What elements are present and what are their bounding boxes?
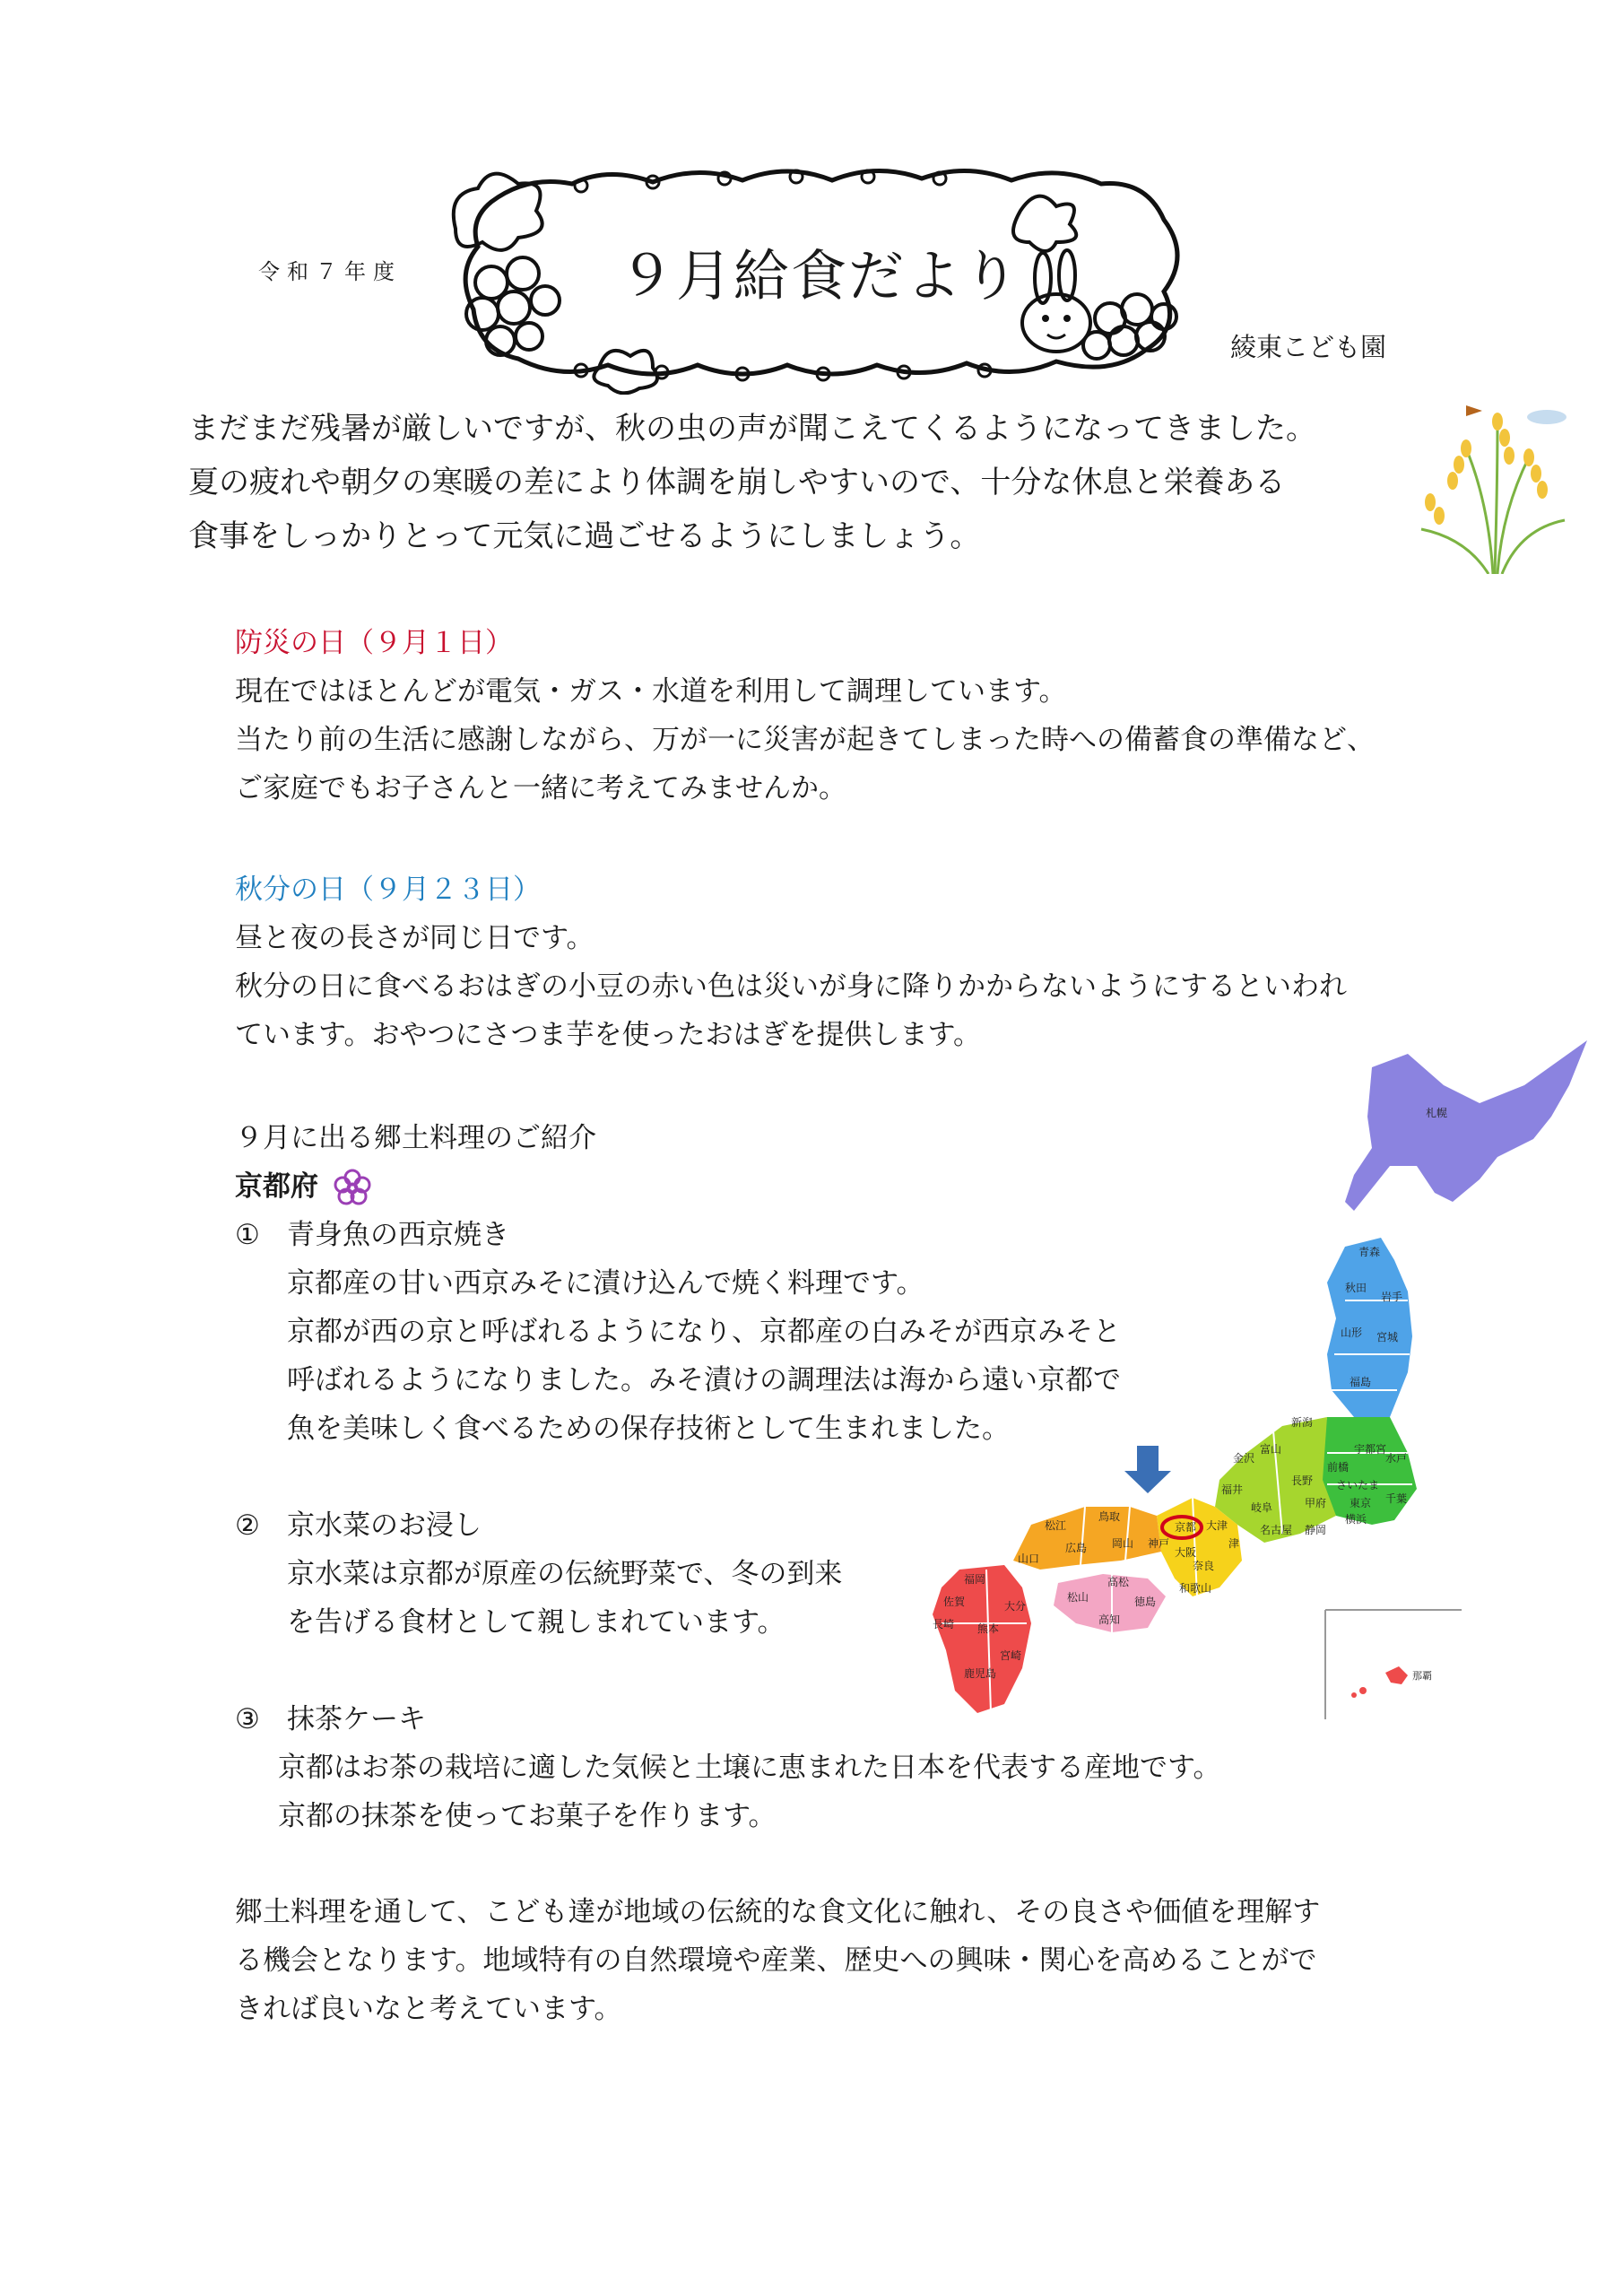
section-line: ています。おやつにさつま芋を使ったおはぎを提供します。	[235, 1019, 982, 1051]
rice-plant-illustration	[1412, 395, 1569, 574]
label-niigata: 新潟	[1291, 1416, 1314, 1429]
label-tochigi: 宇都宮	[1354, 1443, 1387, 1456]
label-akita: 秋田	[1345, 1282, 1367, 1294]
closing-line: 郷土料理を通して、こども達が地域の伝統的な食文化に触れ、その良さや価値を理解す	[235, 1896, 1321, 1928]
label-yamagata: 山形	[1341, 1326, 1363, 1339]
dish-desc: 呼ばれるようになりました。みそ漬けの調理法は海から遠い京都で	[287, 1364, 1121, 1396]
dish-desc: 京水菜は京都が原産の伝統野菜で、冬の到来	[287, 1558, 843, 1590]
intro-line: 夏の疲れや朝夕の寒暖の差により体調を崩しやすいので、十分な休息と栄養ある	[188, 465, 1286, 500]
label-mie: 津	[1228, 1537, 1240, 1550]
label-nara: 奈良	[1193, 1560, 1215, 1572]
intro-line: 食事をしっかりとって元気に過ごせるようにしましょう。	[188, 518, 981, 554]
label-kyoto: 京都	[1175, 1521, 1197, 1534]
dish-number: ①	[235, 1219, 260, 1251]
region-kyushu	[933, 1565, 1031, 1713]
japan-map	[906, 1031, 1605, 1731]
dish-number: ③	[235, 1703, 260, 1735]
intro-paragraph	[188, 402, 1316, 563]
label-kochi: 高知	[1098, 1613, 1121, 1626]
autumn-equinox-section	[235, 865, 1347, 1059]
okinawa-inset	[1323, 1605, 1471, 1722]
label-saitama: さいたま	[1336, 1479, 1380, 1492]
label-chiba: 千葉	[1385, 1492, 1408, 1505]
label-kagawa: 高松	[1107, 1576, 1130, 1588]
label-ibaraki: 水戸	[1385, 1452, 1408, 1465]
school-name: 綾東こども園	[1230, 332, 1387, 362]
label-wakayama: 和歌山	[1179, 1582, 1212, 1595]
label-fukui: 福井	[1221, 1483, 1244, 1496]
section-line: 昼と夜の長さが同じ日です。	[235, 922, 595, 954]
label-ehime: 松山	[1067, 1591, 1089, 1604]
label-saga: 佐賀	[943, 1596, 966, 1608]
label-yamanashi: 甲府	[1305, 1497, 1327, 1509]
label-miyazaki: 宮崎	[1000, 1649, 1022, 1662]
section-line: 秋分の日に食べるおはぎの小豆の赤い色は災いが身に降りかからないようにするといわれ	[235, 970, 1347, 1003]
label-okayama: 岡山	[1112, 1537, 1134, 1550]
closing-line: きれば良いなと考えています。	[235, 1993, 622, 2025]
label-fukuoka: 福岡	[964, 1573, 986, 1586]
label-shiga: 大津	[1206, 1519, 1228, 1532]
label-sapporo: 札幌	[1426, 1107, 1448, 1119]
label-tokyo: 東京	[1350, 1497, 1372, 1509]
section-line: 現在ではほとんどが電気・ガス・水道を利用して調理しています。	[235, 675, 1067, 708]
dish-desc: 京都産の甘い西京みそに漬け込んで焼く料理です。	[287, 1267, 924, 1300]
label-yamaguchi: 山口	[1018, 1552, 1040, 1565]
label-nagasaki: 長崎	[933, 1618, 955, 1631]
dish-desc: 京都が西の京と呼ばれるようになり、京都産の白みそが西京みそと	[287, 1316, 1121, 1348]
label-nagano: 長野	[1291, 1474, 1314, 1487]
label-hyogo: 神戸	[1148, 1537, 1170, 1550]
region-hokkaido	[1345, 1040, 1587, 1211]
section-line: ご家庭でもお子さんと一緒に考えてみませんか。	[235, 772, 846, 804]
label-hiroshima: 広島	[1065, 1542, 1088, 1554]
disaster-day-section	[235, 619, 1375, 813]
kyoto-emblem-icon	[333, 1169, 372, 1208]
dish-name: 抹茶ケーキ	[287, 1703, 426, 1735]
label-kumamoto: 熊本	[977, 1622, 1000, 1635]
label-iwate: 岩手	[1381, 1291, 1403, 1303]
label-osaka: 大阪	[1175, 1546, 1197, 1559]
dish-desc: 京都の抹茶を使ってお菓子を作ります。	[278, 1800, 777, 1832]
label-oita: 大分	[1004, 1600, 1027, 1613]
dish-name: 青身魚の西京焼き	[287, 1219, 509, 1251]
label-miyagi: 宮城	[1376, 1331, 1399, 1344]
label-shimane: 松江	[1045, 1519, 1067, 1532]
label-gifu: 岐阜	[1251, 1501, 1273, 1514]
label-kanagawa: 横浜	[1345, 1513, 1367, 1526]
section-heading: 防災の日（９月１日）	[235, 627, 513, 659]
section-heading: 秋分の日（９月２３日）	[235, 874, 541, 906]
label-aomori: 青森	[1358, 1246, 1381, 1258]
dish-desc: 京都はお茶の栽培に適した気候と土壌に恵まれた日本を代表する産地です。	[278, 1752, 1221, 1784]
section-heading: ９月に出る郷土料理のご紹介	[235, 1122, 596, 1154]
section-line: 当たり前の生活に感謝しながら、万が一に災害が起きてしまった時への備蓄食の準備など、	[235, 724, 1375, 756]
intro-line: まだまだ残暑が厳しいですが、秋の虫の声が聞こえてくるようになってきました。	[188, 411, 1316, 447]
label-kagoshima: 鹿児島	[964, 1667, 997, 1680]
page-title: ９月給食だより	[619, 243, 1021, 309]
label-tokushima: 徳島	[1134, 1596, 1157, 1608]
closing-paragraph	[235, 1888, 1320, 2033]
label-tottori: 鳥取	[1098, 1510, 1121, 1523]
label-aichi: 名古屋	[1260, 1524, 1293, 1536]
label-ishikawa: 金沢	[1233, 1452, 1255, 1465]
label-okinawa: 那覇	[1412, 1670, 1432, 1682]
prefecture-name: 京都府	[235, 1170, 318, 1203]
fiscal-year: 令和７年度	[258, 259, 402, 284]
dish-number: ②	[235, 1509, 260, 1542]
closing-line: る機会となります。地域特有の自然環境や産業、歴史への興味・関心を高めることがで	[235, 1944, 1317, 1977]
label-shizuoka: 静岡	[1305, 1524, 1327, 1536]
down-arrow-icon	[1124, 1446, 1171, 1493]
dish-desc: を告げる食材として親しまれています。	[287, 1606, 785, 1639]
label-fukushima: 福島	[1350, 1376, 1372, 1388]
region-okinawa	[1385, 1666, 1408, 1684]
label-toyama: 富山	[1260, 1443, 1282, 1456]
dish-desc: 魚を美味しく食べるための保存技術として生まれました。	[287, 1413, 1010, 1445]
label-gunma: 前橋	[1327, 1461, 1350, 1474]
dish-name: 京水菜のお浸し	[287, 1509, 482, 1542]
